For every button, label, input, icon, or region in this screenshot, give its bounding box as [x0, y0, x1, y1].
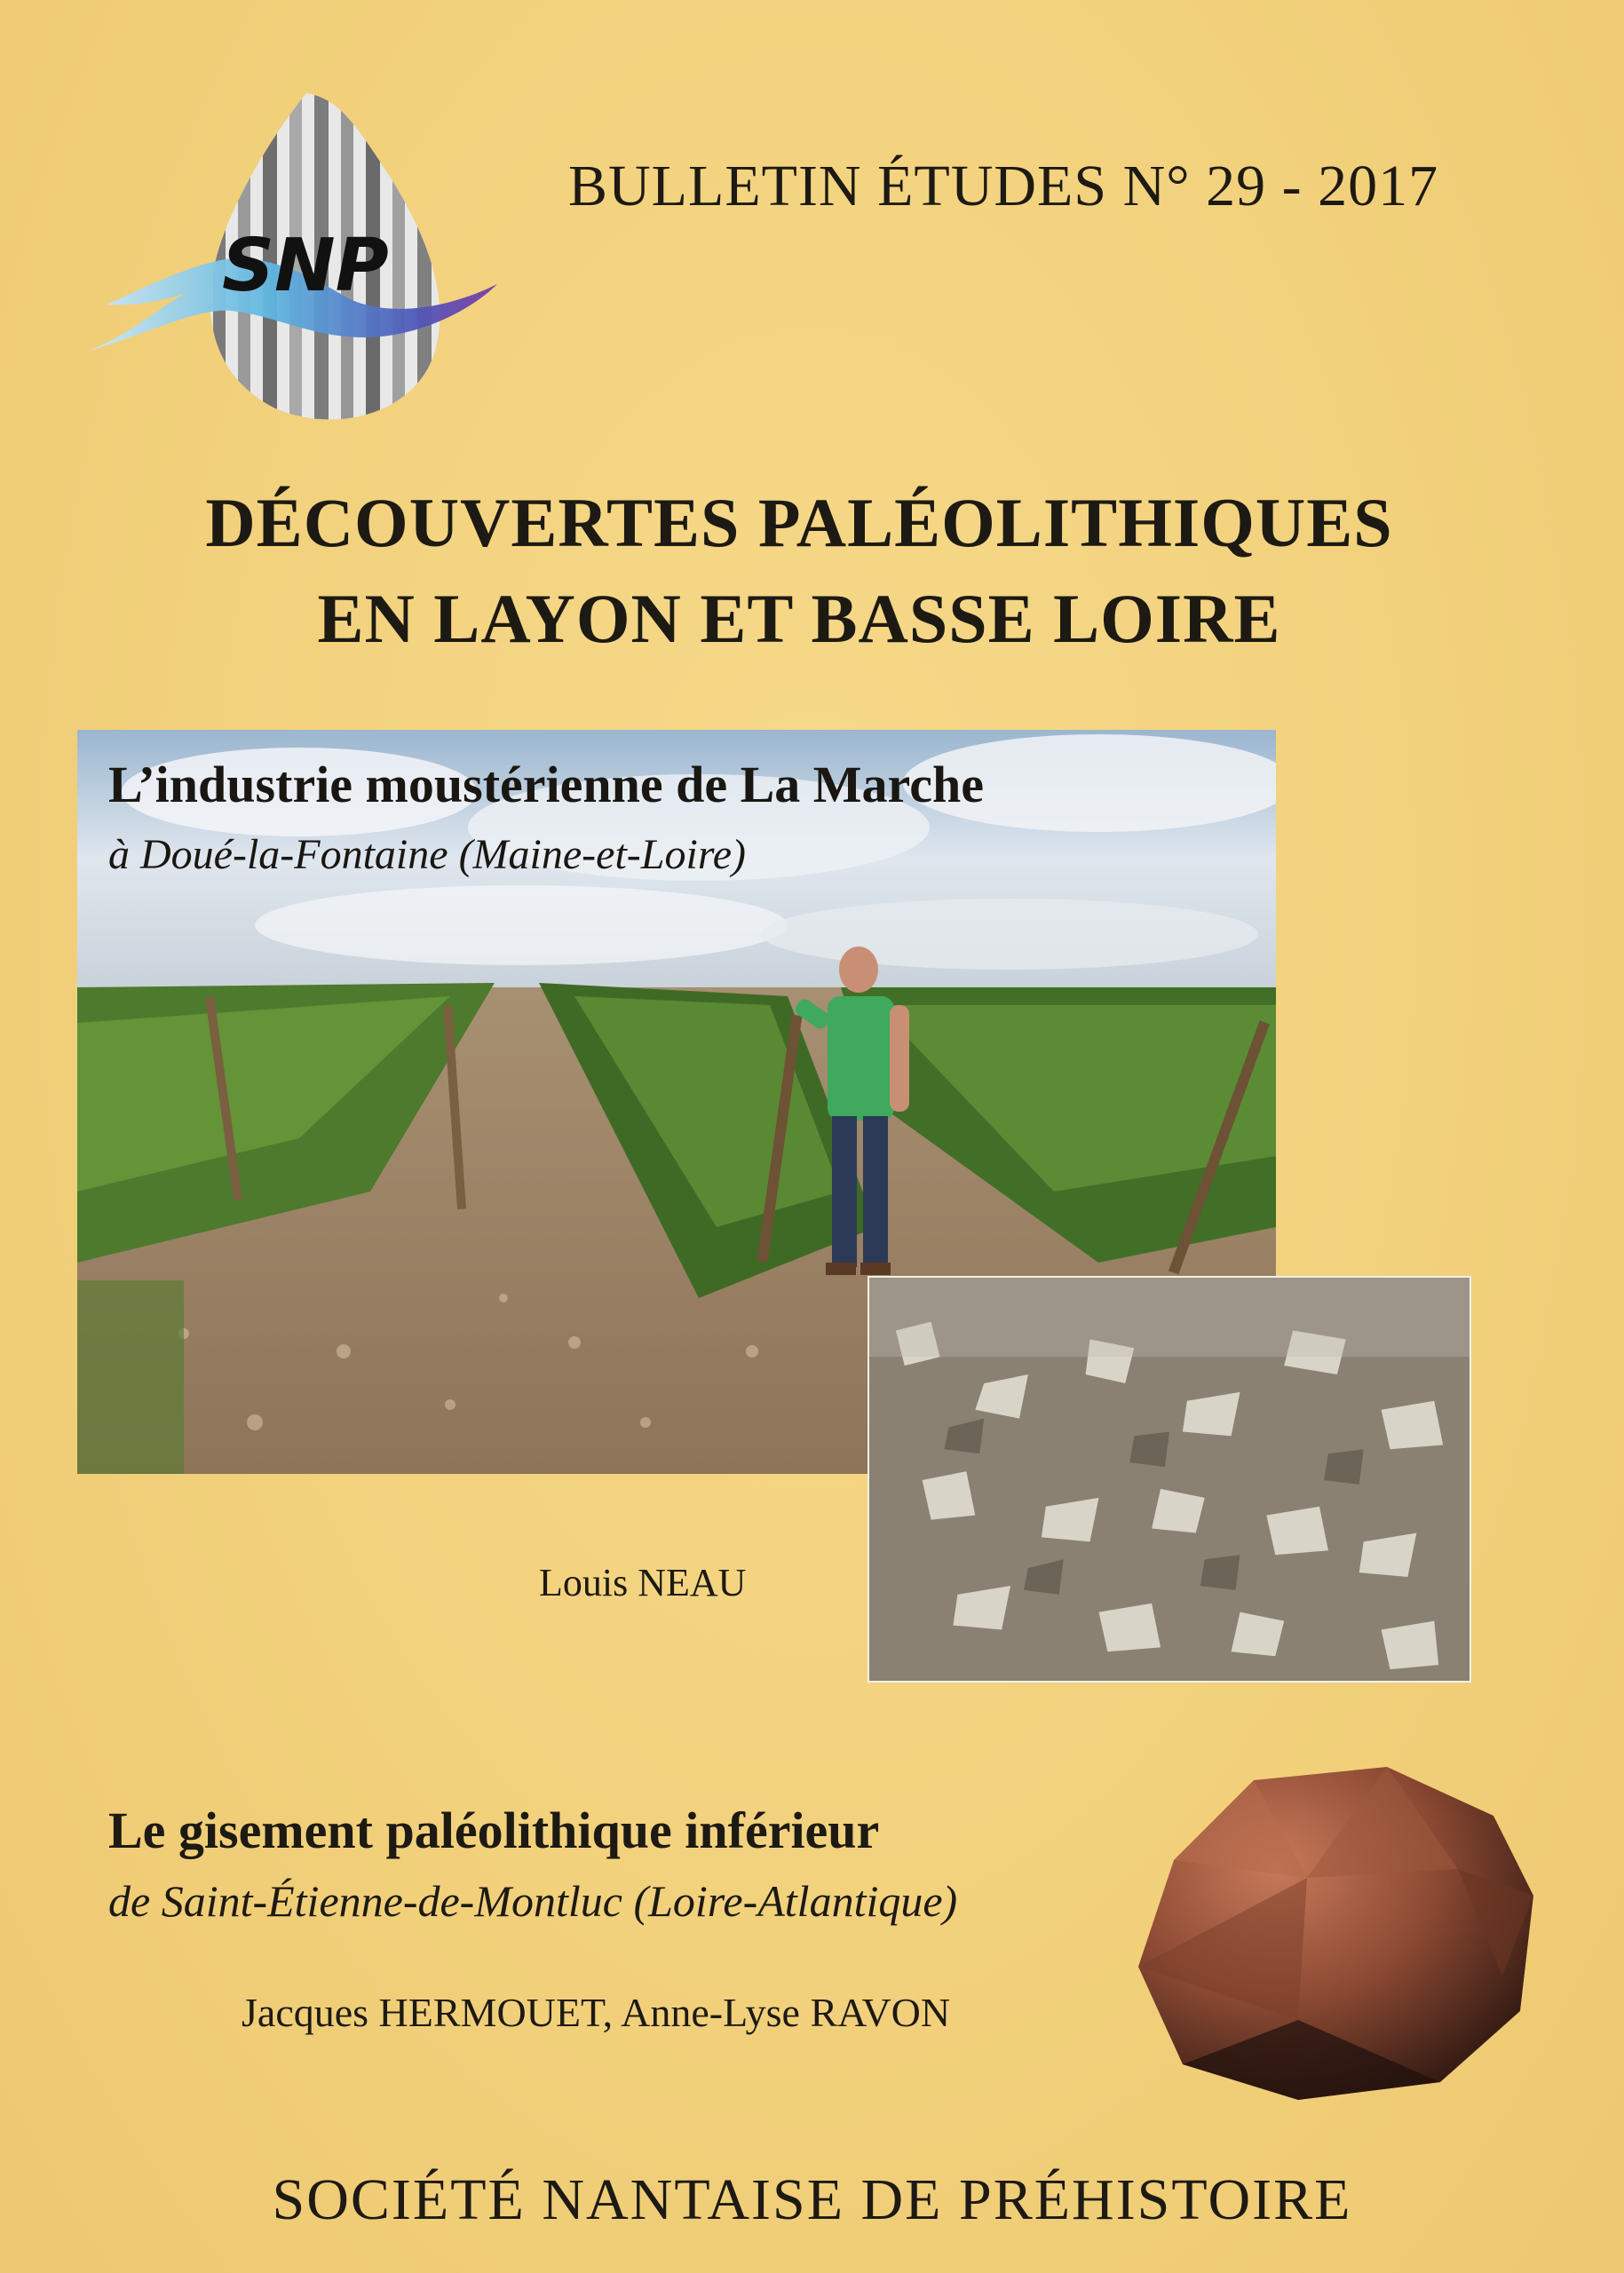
main-title	[71, 475, 1527, 667]
article1-author: Louis NEAU	[539, 1561, 747, 1604]
article1-title: L’industrie moustérienne de La Marche	[108, 756, 984, 813]
bulletin-number: BULLETIN ÉTUDES N° 29 - 2017	[568, 154, 1439, 218]
article2-authors: Jacques HERMOUET, Anne-Lyse RAVON	[242, 1990, 951, 2035]
flint-gravel-photo	[867, 1276, 1471, 1683]
article2-title: Le gisement paléolithique inférieur	[108, 1802, 880, 1859]
snp-logo-icon	[80, 84, 542, 422]
stone-tool-photo	[1121, 1754, 1547, 2109]
main-title-line2: EN LAYON ET BASSE LOIRE	[317, 580, 1281, 657]
article1-subtitle: à Doué-la-Fontaine (Maine-et-Loire)	[108, 831, 747, 878]
snp-logo-text: SNP	[222, 224, 389, 308]
article2-subtitle: de Saint-Étienne-de-Montluc (Loire-Atlantique)	[108, 1876, 958, 1926]
main-title-line1: DÉCOUVERTES PALÉOLITHIQUES	[205, 484, 1393, 561]
publisher-name: SOCIÉTÉ NANTAISE DE PRÉHISTOIRE	[272, 2167, 1352, 2232]
